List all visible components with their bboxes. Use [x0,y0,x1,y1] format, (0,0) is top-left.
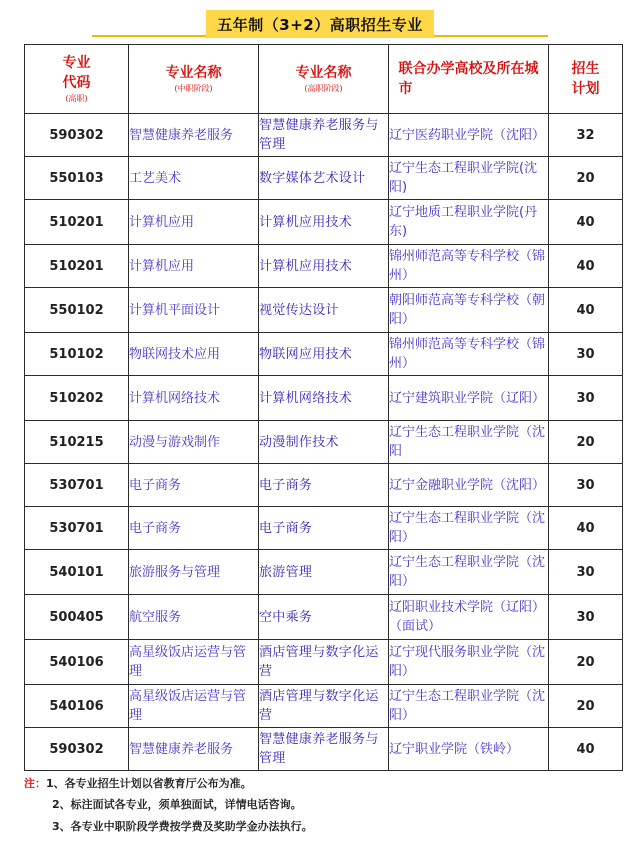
note-row-3 [52,817,313,837]
table-row [25,685,623,728]
school-cell: 辽宁生态工程职业学院（沈阳） [389,550,549,595]
table-row [25,333,623,376]
header-zz-sub: (中职阶段) [174,84,213,93]
code-cell: 510202 [25,376,129,421]
table-row [25,464,623,507]
note-item: 1、各专业招生计划以省教育厅公布为准。 [46,777,252,790]
code-cell: 550102 [25,288,129,333]
table-row [25,157,623,200]
school-cell: 辽宁生态工程职业学院（沈阳） [389,685,549,728]
header-gz-sub: (高职阶段) [304,84,343,93]
zz-name-cell: 计算机应用 [129,200,259,245]
table-row [25,245,623,288]
school-cell: 锦州师范高等专科学校（锦州） [389,333,549,376]
zz-name-cell: 智慧健康养老服务 [129,728,259,771]
table-row [25,376,623,421]
gz-name-cell: 酒店管理与数字化运营 [259,685,389,728]
header-code-sub: (高职) [65,94,88,103]
school-cell: 辽宁职业学院（铁岭） [389,728,549,771]
code-cell: 510215 [25,421,129,464]
zz-name-cell: 旅游服务与管理 [129,550,259,595]
school-cell: 辽宁生态工程职业学院（沈阳 [389,421,549,464]
plan-cell: 30 [549,376,623,421]
table-row [25,114,623,157]
header-school [389,45,549,114]
code-cell: 540101 [25,550,129,595]
title-rule-right [434,35,548,37]
table-header-row [25,45,623,114]
code-cell: 590302 [25,114,129,157]
plan-cell: 40 [549,200,623,245]
gz-name-cell: 视觉传达设计 [259,288,389,333]
gz-name-cell: 智慧健康养老服务与管理 [259,728,389,771]
table-row [25,288,623,333]
school-cell: 辽宁现代服务职业学院（沈阳） [389,640,549,685]
gz-name-cell: 动漫制作技术 [259,421,389,464]
note-item: 2、标注面试各专业，须单独面试，详情电话咨询。 [52,798,302,811]
header-zz-label: 专业名称 [165,65,222,81]
code-cell: 510102 [25,333,129,376]
gz-name-cell: 数字媒体艺术设计 [259,157,389,200]
code-cell: 540106 [25,640,129,685]
table-row [25,640,623,685]
plan-cell: 20 [549,640,623,685]
header-gz-name [259,45,389,114]
plan-cell: 30 [549,595,623,640]
school-cell: 锦州师范高等专科学校（锦州） [389,245,549,288]
code-cell: 590302 [25,728,129,771]
table-row [25,595,623,640]
header-school-label: 联合办学高校及所在城市 [398,61,539,97]
zz-name-cell: 电子商务 [129,464,259,507]
zz-name-cell: 计算机平面设计 [129,288,259,333]
gz-name-cell: 电子商务 [259,507,389,550]
zz-name-cell: 电子商务 [129,507,259,550]
code-cell: 550103 [25,157,129,200]
zz-name-cell: 航空服务 [129,595,259,640]
gz-name-cell: 电子商务 [259,464,389,507]
zz-name-cell: 高星级饭店运营与管理 [129,685,259,728]
zz-name-cell: 物联网技术应用 [129,333,259,376]
header-code [25,45,129,114]
note-prefix: 注： [24,777,46,790]
table-row [25,421,623,464]
plan-cell: 40 [549,288,623,333]
plan-cell: 20 [549,157,623,200]
school-cell: 辽阳职业技术学院（辽阳）（面试） [389,595,549,640]
plan-cell: 40 [549,507,623,550]
school-cell: 朝阳师范高等专科学校（朝阳） [389,288,549,333]
school-cell: 辽宁生态工程职业学院（沈阳） [389,507,549,550]
table-row [25,550,623,595]
plan-cell: 30 [549,464,623,507]
plan-cell: 20 [549,685,623,728]
gz-name-cell: 智慧健康养老服务与管理 [259,114,389,157]
title-area [0,6,640,42]
programs-table [24,44,623,771]
code-cell: 500405 [25,595,129,640]
code-cell: 510201 [25,200,129,245]
header-plan [549,45,623,114]
plan-cell: 40 [549,245,623,288]
table-row [25,507,623,550]
code-cell: 540106 [25,685,129,728]
gz-name-cell: 酒店管理与数字化运营 [259,640,389,685]
header-code-label: 专业代码 [62,55,91,91]
zz-name-cell: 计算机网络技术 [129,376,259,421]
note-row-2 [52,795,302,815]
school-cell: 辽宁建筑职业学院（辽阳） [389,376,549,421]
school-cell: 辽宁生态工程职业学院(沈阳) [389,157,549,200]
note-row-1 [24,774,252,794]
gz-name-cell: 计算机应用技术 [259,200,389,245]
code-cell: 510201 [25,245,129,288]
plan-cell: 20 [549,421,623,464]
zz-name-cell: 计算机应用 [129,245,259,288]
plan-cell: 40 [549,728,623,771]
title-rule-left [92,35,206,37]
table-row [25,728,623,771]
gz-name-cell: 旅游管理 [259,550,389,595]
gz-name-cell: 计算机应用技术 [259,245,389,288]
gz-name-cell: 物联网应用技术 [259,333,389,376]
gz-name-cell: 计算机网络技术 [259,376,389,421]
page-title: 五年制（3+2）高职招生专业 [206,10,434,38]
header-gz-label: 专业名称 [295,65,352,81]
header-zz-name [129,45,259,114]
zz-name-cell: 智慧健康养老服务 [129,114,259,157]
plan-cell: 30 [549,333,623,376]
school-cell: 辽宁医药职业学院（沈阳） [389,114,549,157]
plan-cell: 32 [549,114,623,157]
table-row [25,200,623,245]
school-cell: 辽宁地质工程职业学院(丹东) [389,200,549,245]
header-plan-label: 招生计划 [571,61,600,97]
note-item: 3、各专业中职阶段学费按学费及奖助学金办法执行。 [52,820,313,833]
zz-name-cell: 动漫与游戏制作 [129,421,259,464]
code-cell: 530701 [25,507,129,550]
plan-cell: 30 [549,550,623,595]
zz-name-cell: 工艺美术 [129,157,259,200]
gz-name-cell: 空中乘务 [259,595,389,640]
zz-name-cell: 高星级饭店运营与管理 [129,640,259,685]
school-cell: 辽宁金融职业学院（沈阳） [389,464,549,507]
code-cell: 530701 [25,464,129,507]
